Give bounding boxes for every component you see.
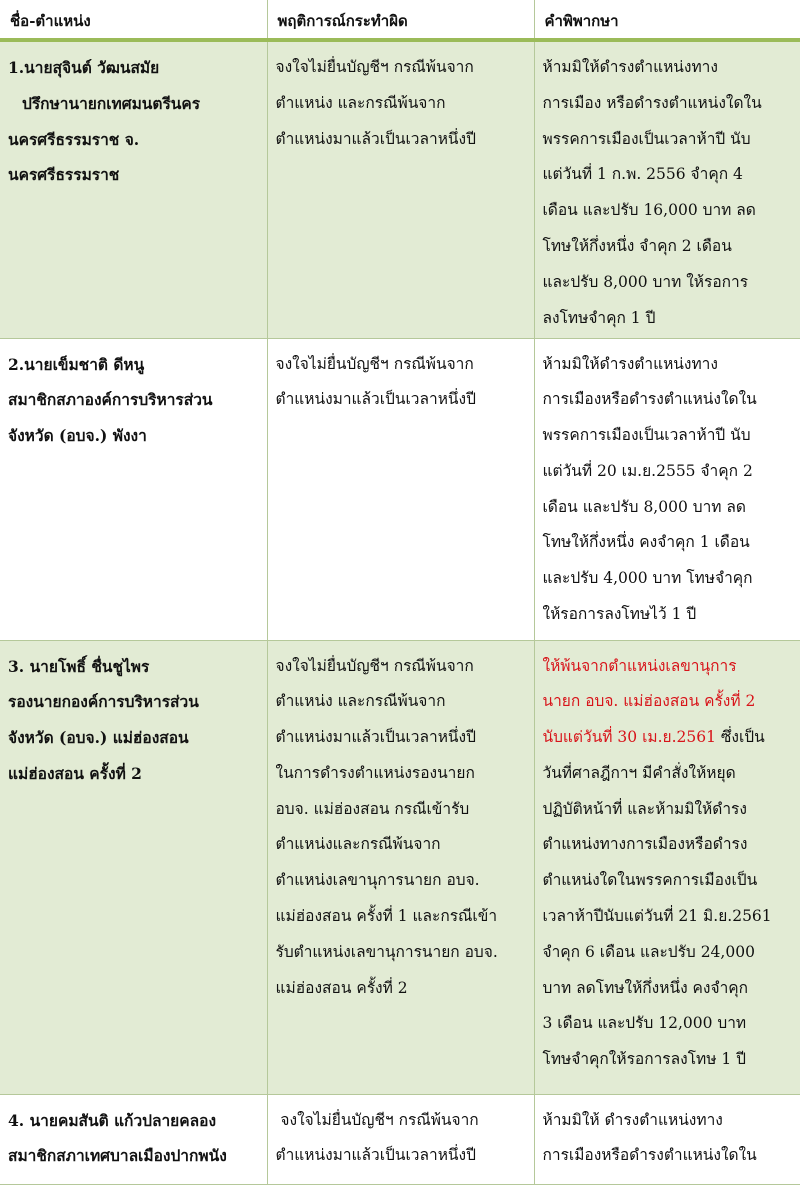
name-line: สมาชิกสภาองค์การบริหารส่วน [8, 390, 213, 410]
behavior-line: รับตำแหน่งเลขานุการนายก อบจ. [275, 942, 498, 961]
verdict-line: พรรคการเมืองเป็นเวลาห้าปี นับ [542, 129, 751, 148]
cell-behavior [267, 40, 534, 338]
behavior-line: ตำแหน่งและกรณีพ้นจาก [275, 835, 441, 854]
verdict-line: ตำแหน่งใดในพรรคการเมืองเป็น [542, 871, 758, 890]
cell-verdict [534, 40, 800, 338]
verdict-line: ห้ามมิให้ ดำรงตำแหน่งทาง [542, 1110, 723, 1129]
verdict-line: การเมือง หรือดำรงตำแหน่งใดใน [542, 93, 762, 112]
verdict-line: ห้ามมิให้ดำรงตำแหน่งทาง [542, 58, 718, 76]
cell-name [0, 40, 267, 338]
cell-name [0, 338, 267, 640]
cell-verdict [534, 338, 800, 640]
cell-behavior [267, 338, 534, 640]
table-row [0, 338, 800, 640]
header-behavior: พฤติการณ์กระทำผิด [267, 0, 534, 40]
behavior-line: ตำแหน่งเลขานุการนายก อบจ. [275, 871, 480, 890]
name-line: 2.นายเข็มชาติ ดีหนู [8, 354, 145, 374]
name-line: จังหวัด (อบจ.) พังงา [8, 426, 147, 446]
name-line: 4. นายคมสันติ แก้วปลายคลอง [8, 1110, 217, 1130]
name-line: 1.นายสุจินต์ วัฒนสมัย [8, 58, 160, 77]
verdict-line: พรรคการเมืองเป็นเวลาห้าปี นับ [542, 426, 751, 445]
table-row [0, 1094, 800, 1184]
name-line: แม่ฮ่องสอน ครั้งที่ 2 [8, 763, 142, 783]
behavior-line: ตำแหน่ง และกรณีพ้นจาก [275, 692, 446, 711]
verdict-line: เวลาห้าปีนับแต่วันที่ 21 มิ.ย.2561 [542, 907, 772, 926]
table-row [0, 640, 800, 1094]
behavior-line: จงใจไม่ยื่นบัญชีฯ กรณีพ้นจาก [275, 656, 474, 675]
verdict-line: เดือน และปรับ 8,000 บาท ลด [542, 497, 746, 516]
verdict-line: ปฏิบัติหน้าที่ และห้ามมิให้ดำรง [542, 799, 747, 818]
verdict-line: ห้ามมิให้ดำรงตำแหน่งทาง [542, 354, 718, 373]
verdict-text: ซึ่งเป็น [715, 728, 765, 747]
verdict-line: วันที่ศาลฎีกาฯ มีคำสั่งให้หยุด [542, 763, 736, 782]
cell-verdict [534, 1094, 800, 1184]
verdict-line: จำคุก 6 เดือน และปรับ 24,000 [542, 942, 755, 961]
behavior-line: จงใจไม่ยื่นบัญชีฯ กรณีพ้นจาก [275, 1110, 479, 1129]
behavior-line: จงใจไม่ยื่นบัญชีฯ กรณีพ้นจาก [275, 354, 474, 373]
verdict-line: โทษให้กึ่งหนึ่ง คงจำคุก 1 เดือน [542, 533, 750, 552]
cell-name [0, 640, 267, 1094]
verdict-line: เดือน และปรับ 16,000 บาท ลด [542, 201, 756, 220]
verdict-line: และปรับ 8,000 บาท ให้รอการ [542, 272, 749, 291]
name-line: สมาชิกสภาเทศบาลเมืองปากพนัง [8, 1146, 227, 1166]
verdict-line: โทษให้กึ่งหนึ่ง จำคุก 2 เดือน [542, 236, 732, 255]
name-line: 3. นายโพธิ์ ชื่นชูไพร [8, 656, 150, 676]
behavior-line: อบจ. แม่ฮ่องสอน กรณีเข้ารับ [275, 799, 470, 818]
verdict-line: โทษจำคุกให้รอการลงโทษ 1 ปี [542, 1050, 747, 1069]
name-line: นครศรีธรรมราช จ. [8, 129, 140, 149]
behavior-line: ตำแหน่งมาแล้วเป็นเวลาหนึ่งปี [275, 1146, 476, 1165]
behavior-line: ในการดำรงตำแหน่งรองนายก [275, 763, 475, 782]
verdict-line: ลงโทษจำคุก 1 ปี [542, 308, 656, 327]
verdict-line-mixed [543, 720, 793, 756]
verdict-line: แต่วันที่ 20 เม.ย.2555 จำคุก 2 [542, 461, 753, 480]
behavior-line: ตำแหน่งมาแล้วเป็นเวลาหนึ่งปี [275, 129, 476, 148]
verdict-line: แต่วันที่ 1 ก.พ. 2556 จำคุก 4 [542, 165, 743, 184]
header-name-position: ชื่อ-ตำแหน่ง [0, 0, 267, 40]
header-row [0, 0, 800, 40]
behavior-line: ตำแหน่ง และกรณีพ้นจาก [275, 93, 446, 112]
cell-behavior [267, 640, 534, 1094]
verdict-highlight-text: นับแต่วันที่ 30 เม.ย.2561 [542, 728, 716, 747]
behavior-line: แม่ฮ่องสอน ครั้งที่ 1 และกรณีเข้า [275, 907, 498, 926]
name-line: ปรึกษานายกเทศมนตรีนคร [22, 93, 201, 113]
header-verdict: คำพิพากษา [534, 0, 800, 40]
verdict-line-highlight: นายก อบจ. แม่ฮ่องสอน ครั้งที่ 2 [542, 692, 756, 711]
name-line: รองนายกองค์การบริหารส่วน [8, 692, 199, 712]
behavior-line: แม่ฮ่องสอน ครั้งที่ 2 [275, 978, 408, 997]
behavior-line: ตำแหน่งมาแล้วเป็นเวลาหนึ่งปี [275, 390, 476, 409]
verdict-line: ตำแหน่งทางการเมืองหรือดำรง [542, 835, 748, 854]
verdict-line-highlight: ให้พ้นจากตำแหน่งเลขานุการ [542, 656, 737, 675]
table-row [0, 40, 800, 338]
behavior-line: ตำแหน่งมาแล้วเป็นเวลาหนึ่งปี [275, 728, 476, 747]
behavior-line: จงใจไม่ยื่นบัญชีฯ กรณีพ้นจาก [275, 58, 474, 76]
verdict-line: และปรับ 4,000 บาท โทษจำคุก [542, 569, 753, 588]
name-line: นครศรีธรรมราช [8, 165, 120, 185]
verdict-line: ให้รอการลงโทษไว้ 1 ปี [542, 605, 697, 624]
name-line: จังหวัด (อบจ.) แม่ฮ่องสอน [8, 728, 189, 748]
cell-verdict [534, 640, 800, 1094]
verdict-line: การเมืองหรือดำรงตำแหน่งใดใน [542, 1146, 757, 1165]
cell-behavior [267, 1094, 534, 1184]
verdict-line: การเมืองหรือดำรงตำแหน่งใดใน [542, 390, 757, 409]
verdict-line: 3 เดือน และปรับ 12,000 บาท [542, 1014, 747, 1033]
verdict-line: บาท ลดโทษให้กึ่งหนึ่ง คงจำคุก [542, 978, 749, 997]
cell-name [0, 1094, 267, 1184]
